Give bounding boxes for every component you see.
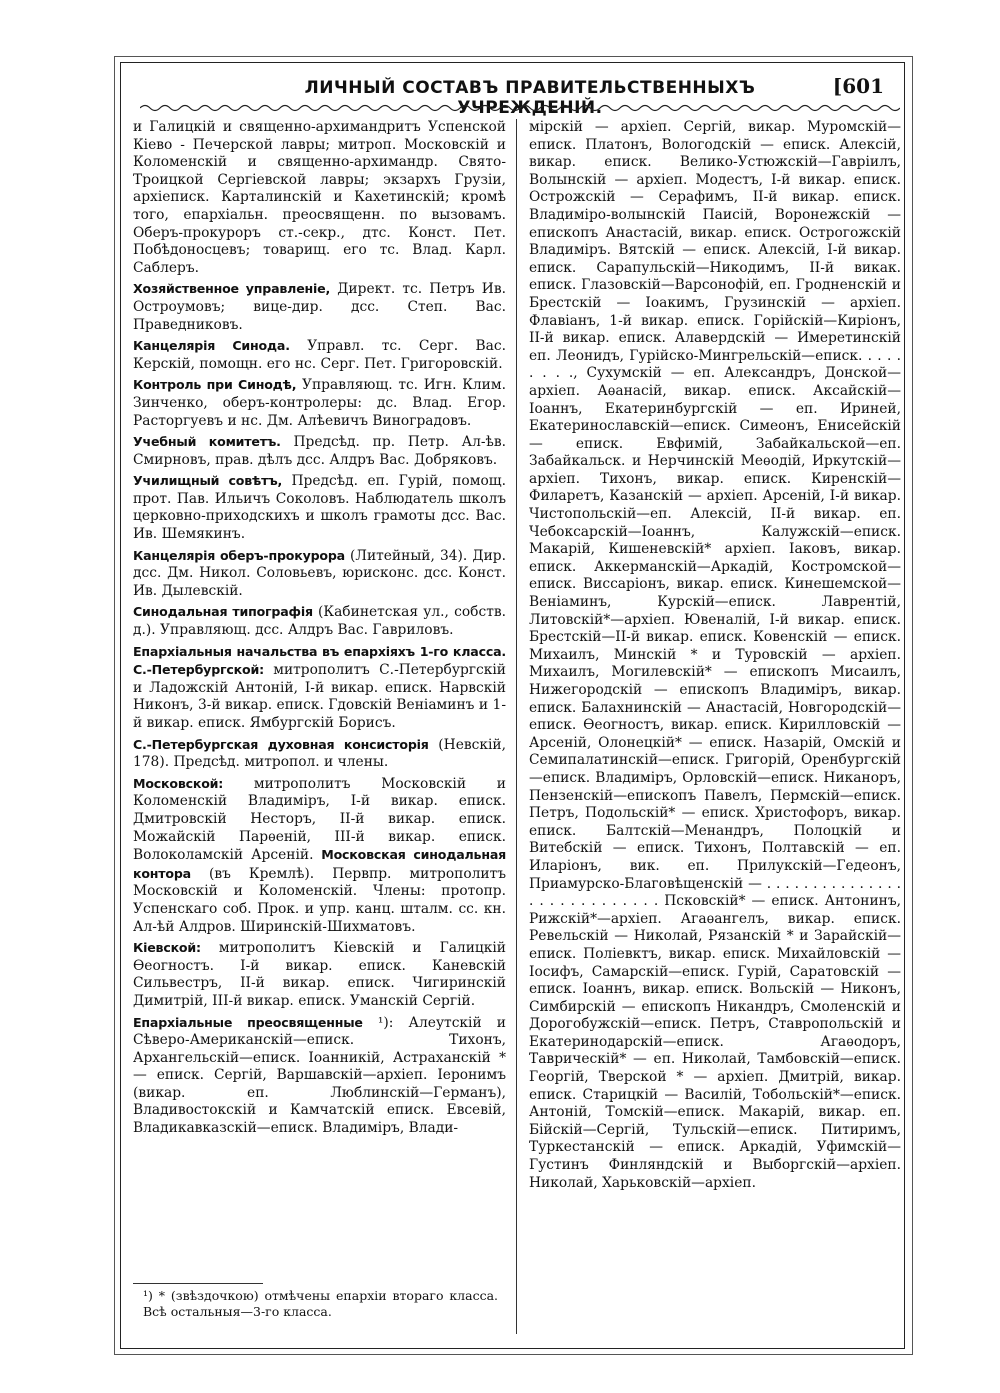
paragraph-school-council: Училищный совѣтъ, Предсѣд. еп. Гурій, помощ. прот. Пав. Ильичъ Соколовъ. Наблюдатель школъ церковно-приходскихъ и школъ грамоты дсс. Вас. Ив. Шемякинъ. [133, 473, 506, 543]
paragraph-procurator-chancellery: Канцелярія оберъ-прокурора (Литейный, 34). Дир. дсс. Дм. Никол. Соловьевъ, юрисконс. дсс. Конст. Ив. Дылевскій. [133, 547, 506, 599]
page-number: [601 [832, 74, 884, 98]
right-column [529, 119, 901, 1195]
paragraph-moscow: Московской: митрополитъ Московскій и Коломенскій Владиміръ, І-й викар. еписк. Дмитровскій Несторъ, ІІ-й викар. еписк. Можайскій Парѳеній, ІІІ-й викар. еписк. Волоколамскій Арсеній. Московская синодальная контора (въ Кремлѣ). Первпр. митрополитъ Московскій и Коломенскій. Члены: протопр. Успенскаго соб. Прок. и упр. канц. шталм. сс. кн. Ал-ѣй Алдров. Ширинскій-Шихматовъ. [133, 775, 507, 935]
paragraph-eparchial-bishops: Епархіальные преосвященные ¹): Алеутскій и Сѣверо-Американскій—еписк. Тихонъ, Архангельскій—еписк. Іоанникій, Астраханскій * — еписк. Сергій, Варшавскій—архіеп. Іеронимъ (викар. еп. Люблинскій—Германъ), Владивостокскій и Камчатскій еписк. Евсевій, Владикавказскій—еписк. Владиміръ, Влади- [133, 1014, 506, 1137]
paragraph-eparchies-first-class: Епархіальныя начальства въ епархіяхъ 1-го класса. С.-Петербургской: митрополитъ С.-Петербургскій и Ладожскій Антоній, І-й викар. еписк. Нарвскій Никонъ, 3-й викар. еписк. Гдовскій Веніаминъ и 1-й викар. еписк. Ямбургскій Борисъ. [133, 643, 506, 731]
column-divider [516, 119, 517, 1334]
paragraph-synod-chancellery: Канцелярія Синода. Управл. тс. Серг. Вас. Керскій, помощн. его нс. Серг. Пет. Григоровскій. [133, 338, 506, 372]
wavy-rule-ornament [140, 101, 900, 115]
paragraph-synod-control: Контроль при Синодѣ, Управляющ. тс. Игн. Клим. Зинченко, оберъ-контролеры: дс. Влад. Егор. Расторгуевъ и нс. Дм. Алѣевичъ Виноградовъ. [133, 377, 506, 429]
paragraph-synod-members: и Галицкій и священно-архимандритъ Успенской Кіево - Печерской лавры; митроп. Московскій и Коломенскій и священно-архимандр. Свято-Троицкой Сергіевской лавры; экзархъ Грузіи, архіеписк. Карталинскій и Кахетинскій; кромѣ того, епархіальн. преосвященн. по вызовамъ. Оберъ-прокуроръ ст.-секр., дтс. Конст. Пет. Побѣдоносцевъ; товарищ. его тс. Влад. Карл. Саблеръ. [133, 119, 506, 276]
paragraph-kiev: Кіевской: митрополитъ Кіевскій и Галицкій Ѳеогностъ. І-й викар. еписк. Каневскій Сильвестръ, ІІ-й викар. еписк. Чигиринскій Димитрій, ІІІ-й викар. еписк. Уманскій Сергій. [133, 940, 506, 1009]
paragraph-spb-consistory: С.-Петербургская духовная консисторія (Невскій, 178). Предсѣд. митропол. и члены. [133, 736, 506, 771]
paragraph-educational-committee: Учебный комитетъ. Предсѣд. пр. Петр. Ал-ѣв. Смирновъ, прав. дѣлъ дсс. Алдръ Вас. Добряковъ. [133, 434, 507, 468]
left-column [133, 119, 506, 1141]
footnote: ¹) * (звѣздочкою) отмѣчены епархіи втораго класса. Всѣ остальныя—3-го класса. [143, 1288, 498, 1319]
footnote-rule [133, 1283, 263, 1284]
page-title: ЛИЧНЫЙ СОСТАВЪ ПРАВИТЕЛЬСТВЕННЫХЪ УЧРЕЖДЕНІЙ. [304, 78, 756, 118]
paragraph-economic-administration: Хозяйственное управленіе, Директ. тс. Петръ Ив. Остроумовъ; вице-дир. дсс. Степ. Вас. Праведниковъ. [133, 281, 506, 333]
paragraph-bishops-list: мірскій — архіеп. Сергій, викар. Муромскій—еписк. Платонъ, Вологодскій — еписк. Алексій, викар. еписк. Велико-Устюжскій—Гавріилъ, Волынскій — архіеп. Модестъ, І-й викар. еписк. Острожскій — Серафимъ, ІІ-й викар. еписк. Владиміро-волынскій Паисій, Воронежскій — епископъ Анастасій, викар. еписк. Острогожскій Владиміръ. Вятскій — еписк. Алексій, І-й викар. еписк. Сарапульскій—Никодимъ, ІІ-й викак. еписк. Глазовскій—Варсонофій, еп. Гродненскій и Брестскій — Іоакимъ, Грузинскій — архіеп. Флавіанъ, 1-й викар. еписк. Горійскій—Киріонъ, ІІ-й викар. еписк. Алавердскій — Имеретинскій еп. Леонидъ, Гурійско-Мингрельскій—еписк. . . . . . . . ., Сухумскій — еп. Александръ, Донской—архіеп. Аѳанасій, викар. еписк. Аксайскій—Іоаннъ, Екатеринбургскій — еп. Ириней, Екатеринославскій—еписк. Симеонъ, Енисейскій — еписк. Евфимій, Забайкальской—еп. Забайкальск. и Нерчинскій Меѳодій, Иркутскій—архіеп. Тихонъ, викар. еписк. Киренскій—Филаретъ, Казанскій — архіеп. Арсеній, І-й викар. Чистопольскій—еп. Алексій, ІІ-й викар. еп. Чебоксарскій—Іоаннъ, Калужскій—еписк. Макарій, Кишеневскій* архіеп. Іаковъ, викар. еписк. Аккерманскій—Аркадій, Костромской—еписк. Виссаріонъ, викар. еписк. Кинешемской—Веніаминъ, Курскій—еписк. Лаврентій, Литовскій*—архіеп. Ювеналій, І-й викар. еписк. Брестскій—ІІ-й викар. еписк. Ковенскій — еписк. Михаилъ, Минскій * и Туровскій — архіеп. Михаилъ, Могилевскій* — епископъ Мисаилъ, Нижегородскій — епископъ Владиміръ, викар. еписк. Балахнинскій — Анастасій, Новгородскій—еписк. Ѳеогностъ, викар. еписк. Кирилловскій — Арсеній, Олонецкій* — еписк. Назарій, Омскій и Семипалатинскій—еписк. Григорій, Оренбургскій—еписк. Владиміръ, Орловскій—еписк. Никаноръ, Пензенскій—епископъ Павелъ, Пермскій—еписк. Петръ, Подольскій* — еписк. Христофоръ, викар. еписк. Балтскій—Менандръ, Полоцкій и Витебскій — еписк. Тихонъ, Полтавскій — еп. Иларіонъ, вик. еп. Прилукскій—Гедеонъ, Приамурско-Благовѣщенскій — . . . . . . . . . . . . . . . . . . . . . . . . . . . . Псковскій* — еписк. Антонинъ, Рижскій*—архіеп. Агаѳангелъ, викар. еписк. Ревельскій — Николай, Рязанскій * и Зарайскій—еписк. Поліевктъ, викар. еписк. Михайловскій — Іосифъ, Самарскій—еписк. Гурій, Саратовскій — еписк. Іоаннъ, викар. еписк. Вольскій — Никонъ, Симбирскій — епископъ Никандръ, Смоленскій и Дорогобужскій—еписк. Петръ, Ставропольскій и Екатеринодарскій—еписк. Агаѳодоръ, Таврическій* — еп. Николай, Тамбовскій—еписк. Георгій, Тверской * — архіеп. Дмитрій, викар. еписк. Старицкій — Василій, Тобольскій*—еписк. Антоній, Томскій—еписк. Макарій, викар. еп. Бійскій—Сергій, Тульскій—еписк. Питиримъ, Туркестанскій — еписк. Аркадій, Уфимскій—Густинъ Финляндскій и Выборгскій—архіеп. Николай, Харьковскій—архіеп. [529, 119, 901, 1191]
paragraph-synodal-printing-house: Синодальная типографія (Кабинетская ул., собств. д.). Управляющ. дсс. Алдръ Вас. Гавриловъ. [133, 604, 506, 639]
